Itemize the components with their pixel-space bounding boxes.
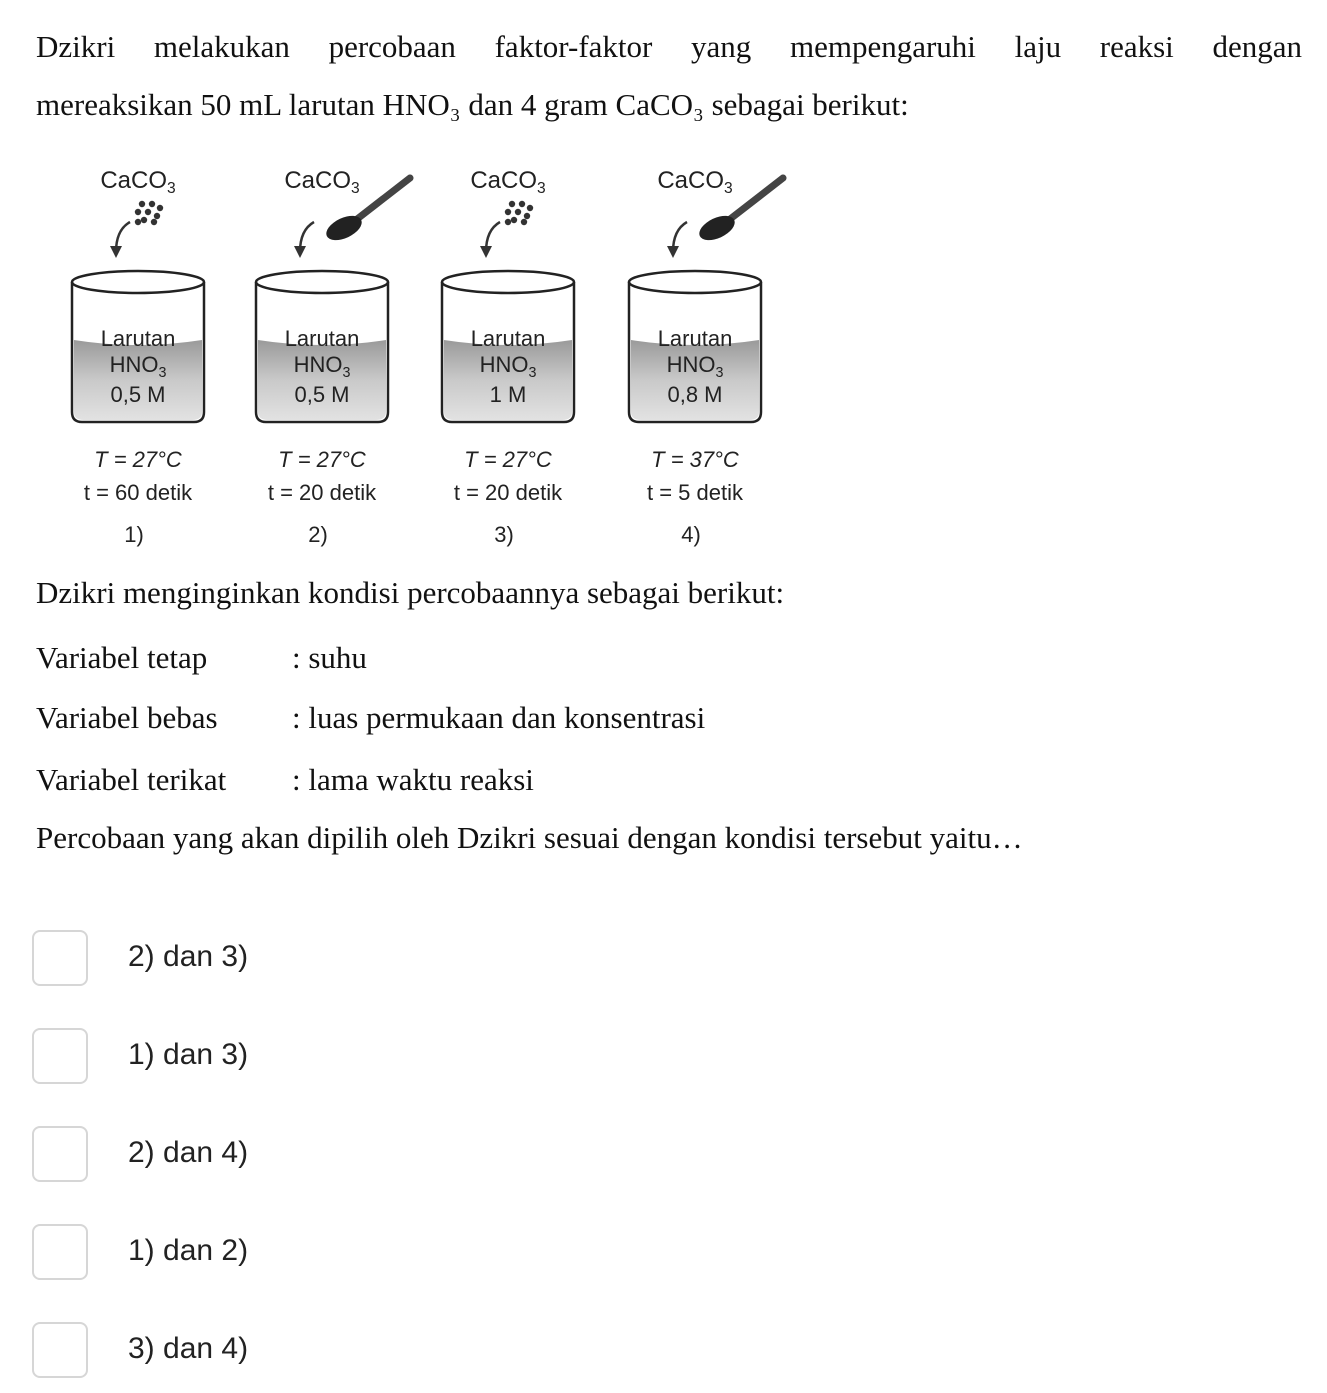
granule-particle <box>524 213 530 219</box>
solution-label: Larutan <box>657 326 733 351</box>
granule-particle <box>139 201 145 207</box>
granule-particle <box>141 217 147 223</box>
option-choice[interactable] <box>32 1126 632 1186</box>
spoon-handle <box>725 178 783 223</box>
experiment-number: 2) <box>308 522 328 547</box>
condition-label: Variabel bebas <box>36 700 218 735</box>
beaker-rim <box>72 271 204 293</box>
reactant-label: CaCO$_3$ <box>657 167 733 197</box>
condition-fixed-variable <box>36 640 367 676</box>
beaker-rim <box>629 271 761 293</box>
temperature-label: T = 27°C <box>464 447 552 472</box>
concentration-label: 0,5 M <box>110 382 166 407</box>
option-label[interactable]: 3) dan 4) <box>128 1332 249 1365</box>
temperature-label: T = 37°C <box>651 447 739 472</box>
solution-label: Larutan <box>100 326 176 351</box>
condition-independent-variable <box>36 700 705 736</box>
granule-particle <box>515 209 521 215</box>
reactant-label: CaCO$_3$ <box>470 167 546 197</box>
granule-particle <box>527 205 533 211</box>
beaker-rim <box>256 271 388 293</box>
time-label: t = 20 detik <box>453 480 563 505</box>
concentration-label: 1 M <box>489 382 527 407</box>
granule-particle <box>511 217 517 223</box>
granule-particle <box>135 209 141 215</box>
temperature-label: T = 27°C <box>94 447 182 472</box>
time-label: t = 20 detik <box>267 480 377 505</box>
temperature-label: T = 27°C <box>278 447 366 472</box>
question-intro <box>36 18 1302 134</box>
condition-dependent-variable <box>36 762 534 798</box>
time-label: t = 5 detik <box>646 480 744 505</box>
checkbox[interactable] <box>32 1028 88 1084</box>
checkbox[interactable] <box>32 1126 88 1182</box>
experiment-figure <box>0 150 820 560</box>
granule-particle <box>505 219 511 225</box>
arrow-head-icon <box>110 246 122 258</box>
granule-particle <box>519 201 525 207</box>
solution-label: Larutan <box>284 326 360 351</box>
granule-particle <box>157 205 163 211</box>
reactant-label: CaCO$_3$ <box>284 167 360 197</box>
experiment-number: 1) <box>124 522 144 547</box>
question-intro-line-2: mereaksikan 50 mL larutan HNO₃ dan 4 gram CaCO₃ sebagai berikut: <box>36 87 909 122</box>
concentration-label: 0,8 M <box>667 382 723 407</box>
condition-label: Variabel tetap <box>36 640 208 675</box>
arrow-head-icon <box>667 246 679 258</box>
arrow-head-icon <box>480 246 492 258</box>
solution-formula: $HNO_3$ <box>666 352 724 381</box>
beaker-experiment-3 <box>442 167 574 547</box>
question-intro-line-1: Dzikri melakukan percobaan faktor-faktor yang mempengaruhi laju reaksi dengan <box>36 29 1302 64</box>
beaker-rim <box>442 271 574 293</box>
option-label[interactable]: 2) dan 3) <box>128 940 249 973</box>
solution-formula: $HNO_3$ <box>479 352 537 381</box>
granule-particle <box>509 201 515 207</box>
condition-value: : suhu <box>292 640 367 675</box>
checkbox[interactable] <box>32 1224 88 1280</box>
solution-formula: $HNO_3$ <box>109 352 167 381</box>
option-choice[interactable] <box>32 1322 632 1382</box>
solution-label: Larutan <box>470 326 546 351</box>
condition-value: : luas permukaan dan konsentrasi <box>292 700 706 735</box>
checkbox[interactable] <box>32 930 88 986</box>
experiment-number: 4) <box>681 522 701 547</box>
question-prompt: Percobaan yang akan dipilih oleh Dzikri sesuai dengan kondisi tersebut yaitu… <box>36 820 1023 855</box>
granule-particle <box>505 209 511 215</box>
solution-formula: $HNO_3$ <box>293 352 351 381</box>
granule-particle <box>145 209 151 215</box>
condition-value: : lama waktu reaksi <box>292 762 534 797</box>
granule-particle <box>149 201 155 207</box>
granule-particle <box>135 219 141 225</box>
checkbox[interactable] <box>32 1322 88 1378</box>
time-label: t = 60 detik <box>83 480 193 505</box>
beaker-experiment-2 <box>256 167 410 547</box>
arrow-head-icon <box>294 246 306 258</box>
granule-particle <box>154 213 160 219</box>
concentration-label: 0,5 M <box>294 382 350 407</box>
option-choice[interactable] <box>32 1028 632 1088</box>
granule-particle <box>521 219 527 225</box>
option-choice[interactable] <box>32 930 632 990</box>
option-label[interactable]: 2) dan 4) <box>128 1136 249 1169</box>
granule-particle <box>151 219 157 225</box>
conditions-intro: Dzikri menginginkan kondisi percobaannya sebagai berikut: <box>36 575 785 610</box>
option-label[interactable]: 1) dan 3) <box>128 1038 249 1071</box>
reactant-label: CaCO$_3$ <box>100 167 176 197</box>
spoon-handle <box>352 178 410 223</box>
experiment-number: 3) <box>494 522 514 547</box>
beaker-experiment-4 <box>629 167 783 547</box>
condition-label: Variabel terikat <box>36 762 227 797</box>
option-label[interactable]: 1) dan 2) <box>128 1234 249 1267</box>
option-choice[interactable] <box>32 1224 632 1284</box>
beaker-experiment-1 <box>72 167 204 547</box>
